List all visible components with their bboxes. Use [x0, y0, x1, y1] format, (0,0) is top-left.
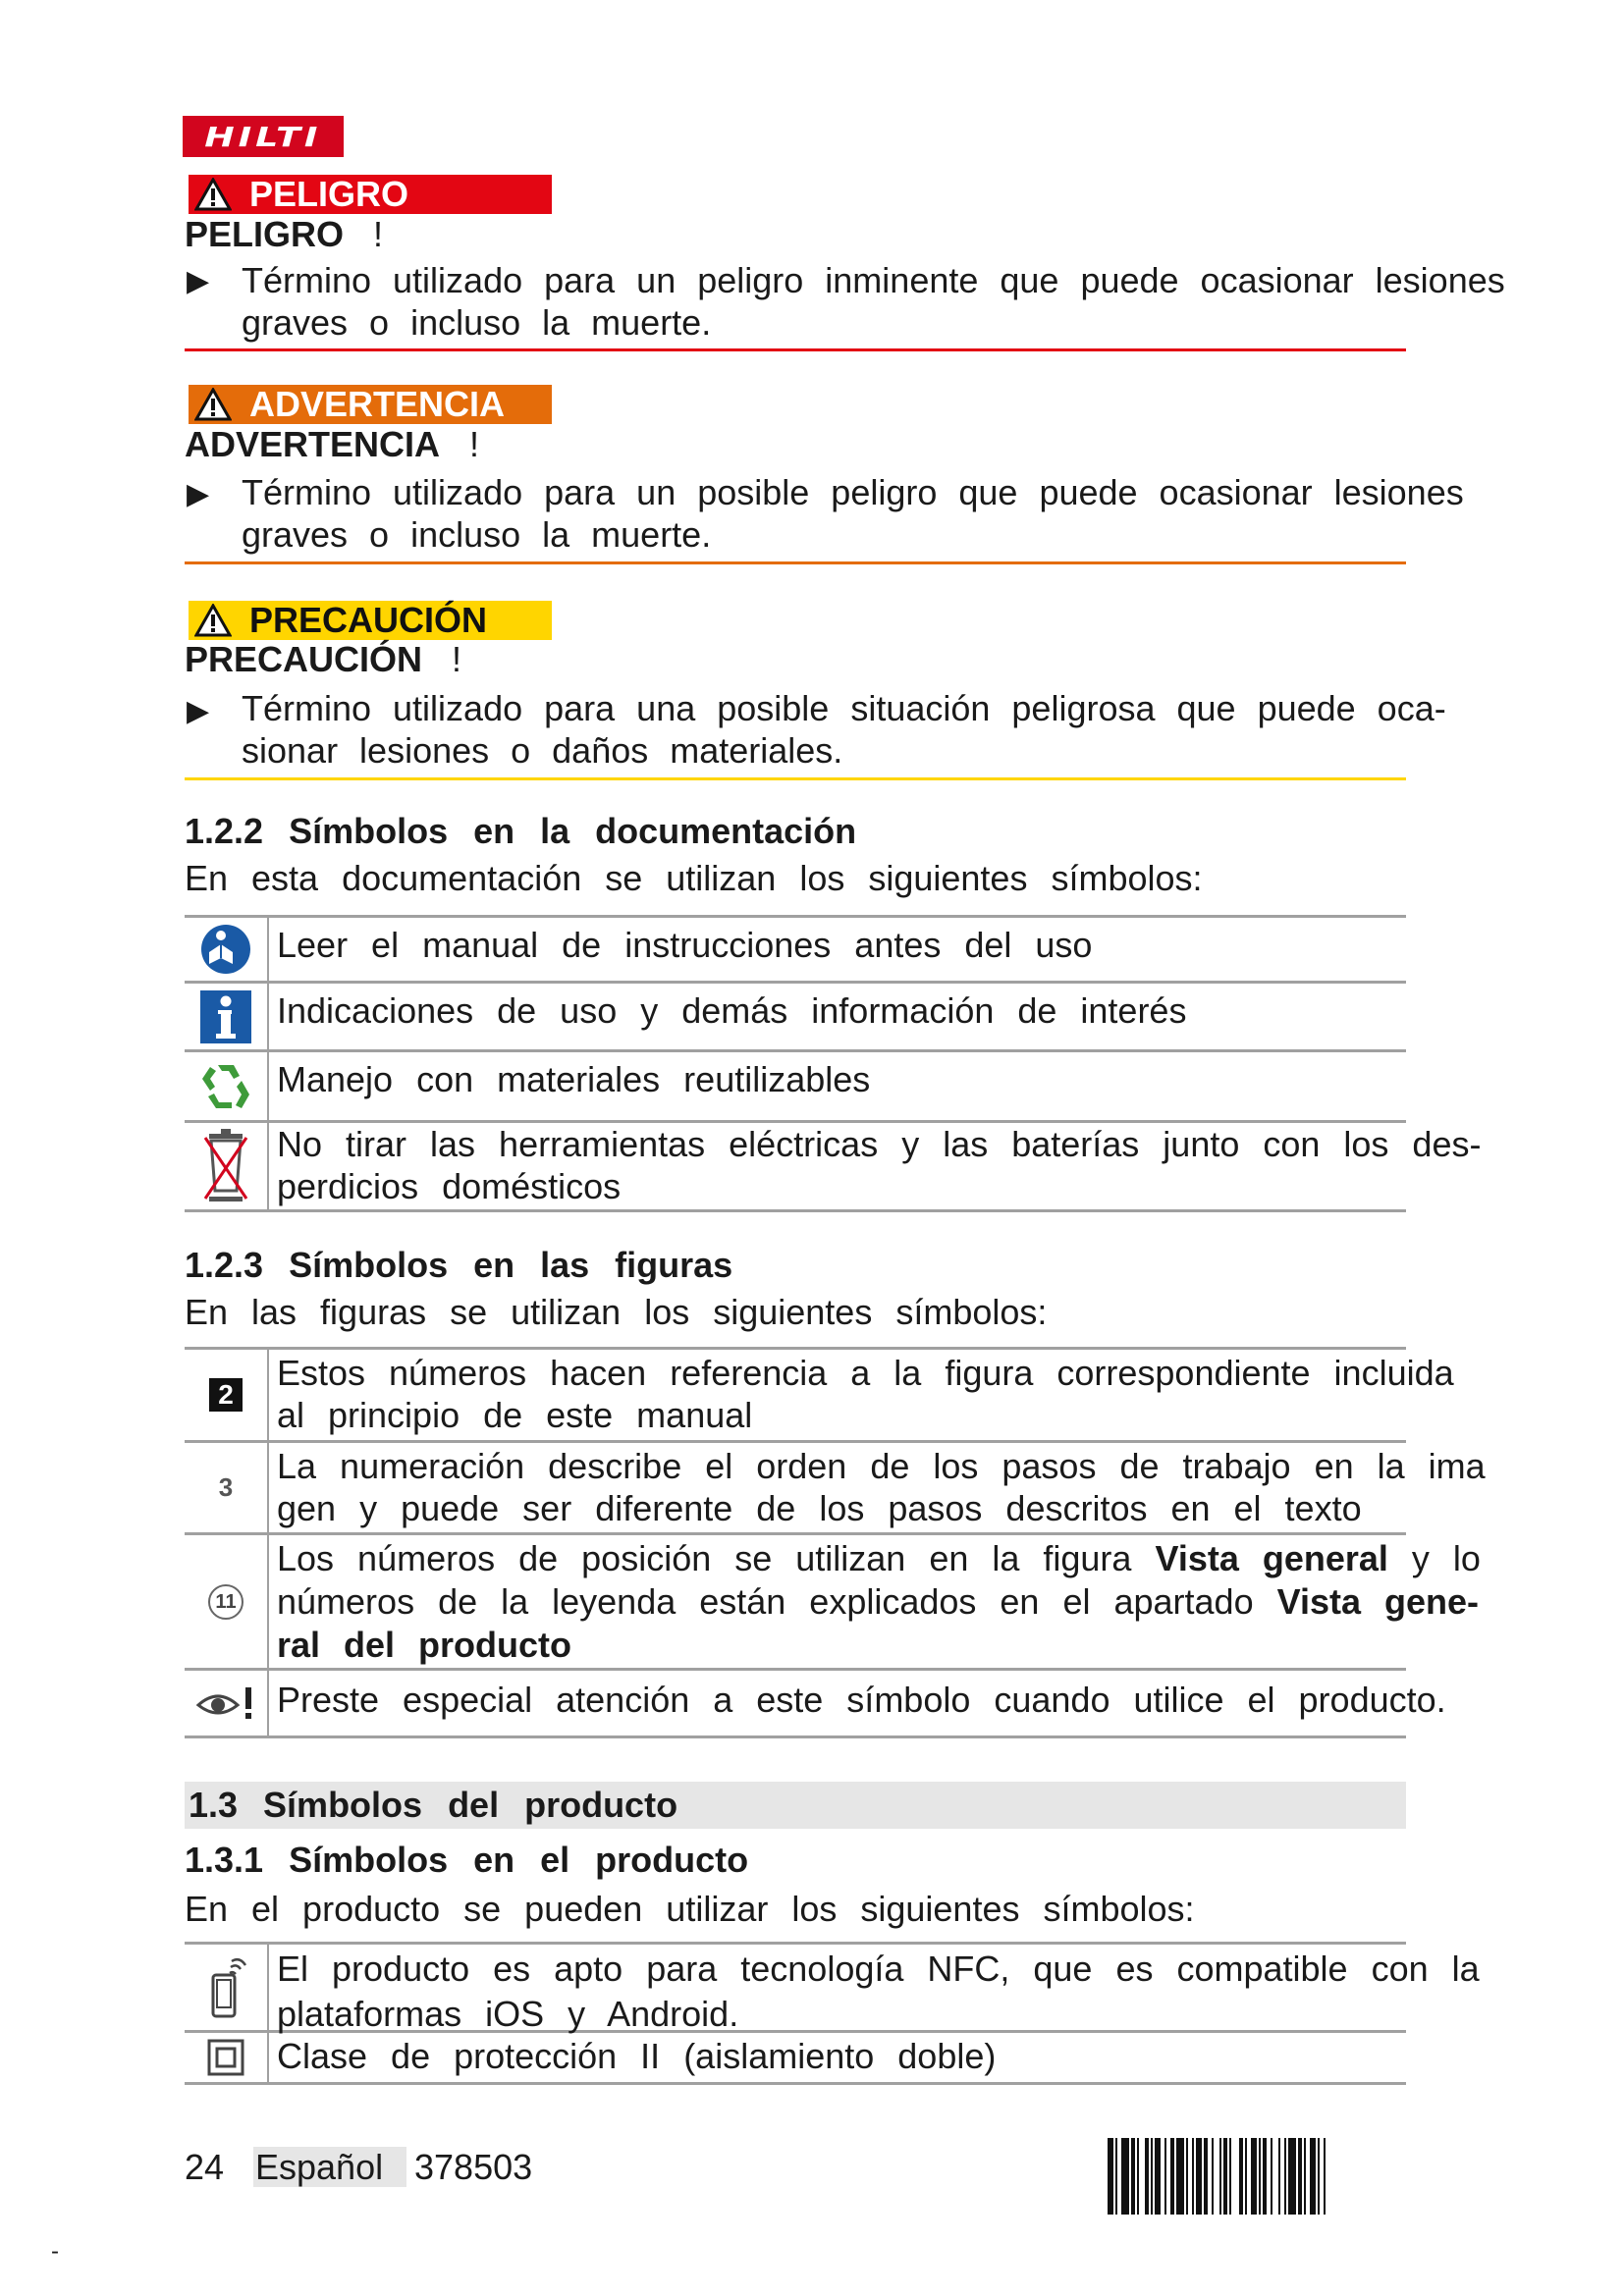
barcode: [1108, 2138, 1408, 2215]
warning-rule: [185, 561, 1406, 564]
position-number-symbol: [185, 1535, 269, 1668]
table-row: [185, 1671, 1446, 1738]
row-text: Leer el manual de instrucciones antes del uso: [277, 925, 1093, 965]
barcode-bar: [1186, 2138, 1188, 2215]
figure-number-badge: 2: [209, 1378, 243, 1412]
table-row: [185, 1945, 1480, 2034]
row-text: Manejo con materiales reutilizables: [277, 1059, 871, 1099]
barcode-bar: [1145, 2138, 1149, 2215]
bullet-icon: ▶: [187, 265, 210, 297]
table-row: [185, 1443, 1486, 1535]
nfc-phone-icon: [185, 1945, 269, 2030]
section-heading-1-3: 1.3 Símbolos del producto: [189, 1785, 678, 1825]
info-icon: [185, 984, 269, 1049]
section-heading-1-2-2: 1.2.2 Símbolos en la documentación: [185, 811, 857, 851]
danger-description: Término utilizado para un peligro inminente que puede ocasionar lesiones graves o incluso la muerte.: [242, 260, 1505, 343]
step-number-symbol: [185, 1443, 269, 1532]
warning-description: Término utilizado para un posible peligro que puede ocasionar lesiones graves o incluso la muerte.: [242, 472, 1464, 555]
section-heading-1-2-3: 1.2.3 Símbolos en las figuras: [185, 1245, 733, 1285]
barcode-bar: [1278, 2138, 1280, 2215]
row-text: Estos números hacen referencia a la figura correspondiente incluida al principio de este manual: [277, 1353, 1454, 1435]
row-text: Clase de protección II (aislamiento doble): [277, 2036, 997, 2076]
figure-number-symbol: [185, 1350, 269, 1440]
barcode-bar: [1229, 2138, 1231, 2215]
barcode-bar: [1108, 2138, 1113, 2215]
position-number-badge: 11: [208, 1584, 244, 1620]
barcode-bar: [1170, 2138, 1174, 2215]
barcode-bar: [1115, 2138, 1117, 2215]
barcode-bar: [1164, 2138, 1166, 2215]
barcode-bar: [1239, 2138, 1243, 2215]
caution-banner-label: PRECAUCIÓN: [249, 600, 488, 640]
recycle-icon: [185, 1052, 269, 1120]
barcode-bar: [1204, 2138, 1208, 2215]
section-intro-1-2-3: En las figuras se utilizan los siguientes símbolos:: [185, 1292, 1048, 1332]
logo-text: HILTI: [204, 120, 322, 153]
warning-triangle-icon: [194, 604, 232, 637]
barcode-bar: [1212, 2138, 1214, 2215]
barcode-bar: [1259, 2138, 1261, 2215]
barcode-bar: [1155, 2138, 1161, 2215]
barcode-bar: [1284, 2138, 1286, 2215]
barcode-bar: [1137, 2138, 1139, 2215]
section-intro-1-2-2: En esta documentación se utilizan los siguientes símbolos:: [185, 858, 1203, 898]
warning-triangle-icon: [194, 388, 232, 421]
barcode-bar: [1251, 2138, 1257, 2215]
danger-banner-label: PELIGRO: [249, 174, 409, 214]
warning-triangle-icon: [194, 178, 232, 211]
step-number-text: 3: [218, 1472, 234, 1502]
table-row: [185, 1052, 1406, 1123]
barcode-bar: [1304, 2138, 1306, 2215]
section-intro-1-3-1: En el producto se pueden utilizar los siguientes símbolos:: [185, 1889, 1195, 1929]
barcode-bar: [1298, 2138, 1302, 2215]
warning-banner: [189, 385, 552, 424]
caution-banner: [189, 601, 552, 640]
caution-signal-word: PRECAUCIÓN !: [185, 639, 462, 679]
caution-description: Término utilizado para una posible situación peligrosa que puede oca- sionar lesiones o daños materiales.: [242, 688, 1446, 771]
barcode-bar: [1131, 2138, 1135, 2215]
barcode-bar: [1288, 2138, 1296, 2215]
danger-banner: [189, 175, 552, 214]
bullet-icon: ▶: [187, 695, 210, 727]
barcode-bar: [1318, 2138, 1320, 2215]
read-manual-icon: [185, 918, 269, 981]
barcode-bar: [1271, 2138, 1272, 2215]
section-heading-1-3-1: 1.3.1 Símbolos en el producto: [185, 1840, 749, 1880]
table-row: [185, 918, 1406, 984]
barcode-bar: [1263, 2138, 1267, 2215]
table-row: [185, 2033, 1406, 2085]
margin-mark: -: [51, 2238, 59, 2265]
barcode-bar: [1196, 2138, 1202, 2215]
row-text: Los números de posición se utilizan en la figura Vista general y lo números de la leyenda están explicados en el apartado Vista gene- ral del producto: [277, 1538, 1481, 1665]
row-text: Preste especial atención a este símbolo cuando utilice el producto.: [277, 1680, 1446, 1720]
warning-banner-label: ADVERTENCIA: [249, 384, 506, 424]
row-text: La numeración describe el orden de los pasos de trabajo en la ima gen y puede ser diferente de los pasos descritos en el texto: [277, 1446, 1486, 1528]
row-text: Indicaciones de uso y demás información de interés: [277, 990, 1187, 1031]
barcode-bar: [1324, 2138, 1326, 2215]
footer-language: Español: [253, 2146, 406, 2189]
crossed-bin-icon: [185, 1123, 269, 1209]
table-row: [185, 1123, 1482, 1212]
double-insulation-icon: [185, 2033, 269, 2082]
barcode-bar: [1121, 2138, 1129, 2215]
document-code: 378503: [414, 2147, 533, 2187]
hilti-logo: [183, 116, 344, 157]
barcode-bar: [1219, 2138, 1221, 2215]
caution-rule: [185, 777, 1406, 780]
row-text: El producto es apto para tecnología NFC, que es compatible con la plataformas iOS y Android.: [277, 1949, 1480, 2034]
eye-exclamation-icon: [185, 1671, 269, 1735]
table-row: [185, 1535, 1481, 1671]
row-text: No tirar las herramientas eléctricas y las baterías junto con los des- perdicios domésticos: [277, 1124, 1482, 1206]
barcode-bar: [1310, 2138, 1316, 2215]
danger-signal-word: PELIGRO !: [185, 214, 384, 254]
barcode-bar: [1223, 2138, 1227, 2215]
barcode-bar: [1245, 2138, 1247, 2215]
bullet-icon: ▶: [187, 478, 210, 510]
barcode-bar: [1192, 2138, 1194, 2215]
table-row: [185, 1350, 1454, 1443]
table-row: [185, 984, 1406, 1052]
page-number: 24: [185, 2147, 225, 2187]
danger-rule: [185, 348, 1406, 351]
barcode-bar: [1151, 2138, 1153, 2215]
warning-signal-word: ADVERTENCIA !: [185, 424, 480, 464]
barcode-bar: [1176, 2138, 1184, 2215]
